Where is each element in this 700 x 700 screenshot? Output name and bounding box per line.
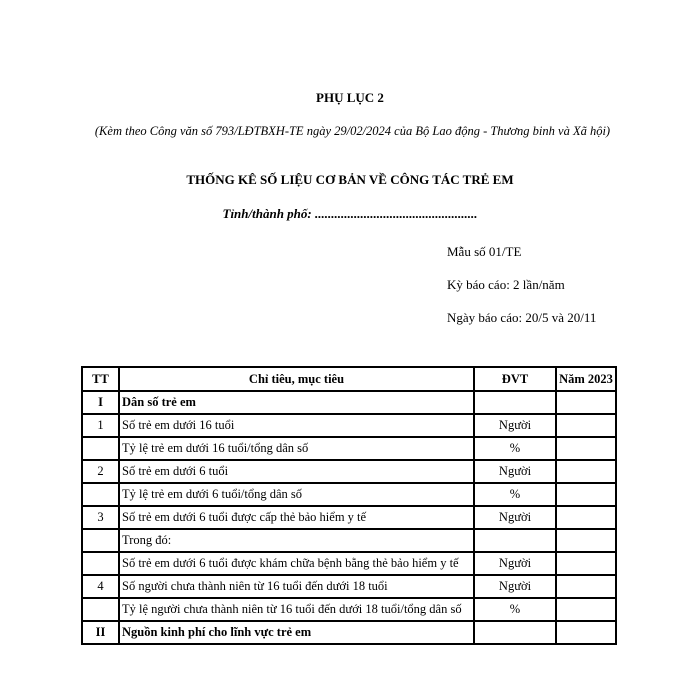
table-row	[82, 414, 616, 437]
table-row	[82, 460, 616, 483]
table-body	[82, 391, 616, 644]
row-number	[82, 598, 119, 621]
column-header-year: Năm 2023	[556, 367, 616, 391]
row-indicator: Số trẻ em dưới 16 tuổi	[119, 414, 474, 437]
row-year-value	[556, 506, 616, 529]
row-indicator: Nguồn kinh phí cho lĩnh vực trẻ em	[119, 621, 474, 644]
row-indicator: Số trẻ em dưới 6 tuổi	[119, 460, 474, 483]
row-year-value	[556, 460, 616, 483]
row-indicator: Số trẻ em dưới 6 tuổi được cấp thẻ bảo hiểm y tế	[119, 506, 474, 529]
table-row	[82, 506, 616, 529]
row-year-value	[556, 391, 616, 414]
table-row	[82, 552, 616, 575]
row-year-value	[556, 529, 616, 552]
row-indicator: Dân số trẻ em	[119, 391, 474, 414]
row-year-value	[556, 598, 616, 621]
statistics-table	[81, 366, 617, 645]
table-row	[82, 598, 616, 621]
row-indicator: Số người chưa thành niên từ 16 tuổi đến dưới 18 tuổi	[119, 575, 474, 598]
row-year-value	[556, 575, 616, 598]
row-number: 3	[82, 506, 119, 529]
table-row	[82, 529, 616, 552]
row-year-value	[556, 552, 616, 575]
document-subtitle: (Kèm theo Công văn số 793/LĐTBXH-TE ngày 29/02/2024 của Bộ Lao động - Thương binh và Xã hội)	[94, 124, 611, 138]
form-number: Mẫu số 01/TE	[447, 244, 522, 259]
province-field: Tỉnh/thành phố: ..................................................	[222, 206, 478, 221]
row-number: II	[82, 621, 119, 644]
table-header-row	[82, 367, 616, 391]
row-year-value	[556, 483, 616, 506]
table-row	[82, 437, 616, 460]
table-row	[82, 391, 616, 414]
row-unit: Người	[474, 414, 556, 437]
row-year-value	[556, 414, 616, 437]
row-unit: %	[474, 598, 556, 621]
row-number: 2	[82, 460, 119, 483]
document-title: THỐNG KÊ SỐ LIỆU CƠ BẢN VỀ CÔNG TÁC TRẺ EM	[186, 172, 514, 187]
table-row	[82, 483, 616, 506]
row-unit	[474, 391, 556, 414]
table-row	[82, 575, 616, 598]
row-number	[82, 483, 119, 506]
row-indicator: Trong đó:	[119, 529, 474, 552]
appendix-heading: PHỤ LỤC 2	[316, 90, 384, 105]
column-header-tt: TT	[82, 367, 119, 391]
row-year-value	[556, 437, 616, 460]
row-indicator: Tỷ lệ trẻ em dưới 16 tuổi/tổng dân số	[119, 437, 474, 460]
row-number	[82, 529, 119, 552]
row-number: 4	[82, 575, 119, 598]
report-period: Kỳ báo cáo: 2 lần/năm	[447, 277, 565, 292]
row-year-value	[556, 621, 616, 644]
row-unit: Người	[474, 460, 556, 483]
table-row	[82, 621, 616, 644]
row-number	[82, 437, 119, 460]
row-unit: %	[474, 437, 556, 460]
row-unit: Người	[474, 552, 556, 575]
report-dates: Ngày báo cáo: 20/5 và 20/11	[447, 310, 597, 325]
row-unit: Người	[474, 506, 556, 529]
row-unit: Người	[474, 575, 556, 598]
row-number: I	[82, 391, 119, 414]
row-number: 1	[82, 414, 119, 437]
column-header-indicator: Chỉ tiêu, mục tiêu	[119, 367, 474, 391]
row-unit	[474, 621, 556, 644]
row-indicator: Số trẻ em dưới 6 tuổi được khám chữa bệnh bằng thẻ bảo hiểm y tế	[119, 552, 474, 575]
row-unit	[474, 529, 556, 552]
row-unit: %	[474, 483, 556, 506]
row-indicator: Tỷ lệ trẻ em dưới 6 tuổi/tổng dân số	[119, 483, 474, 506]
row-indicator: Tỷ lệ người chưa thành niên từ 16 tuổi đến dưới 18 tuổi/tổng dân số	[119, 598, 474, 621]
column-header-unit: ĐVT	[474, 367, 556, 391]
row-number	[82, 552, 119, 575]
